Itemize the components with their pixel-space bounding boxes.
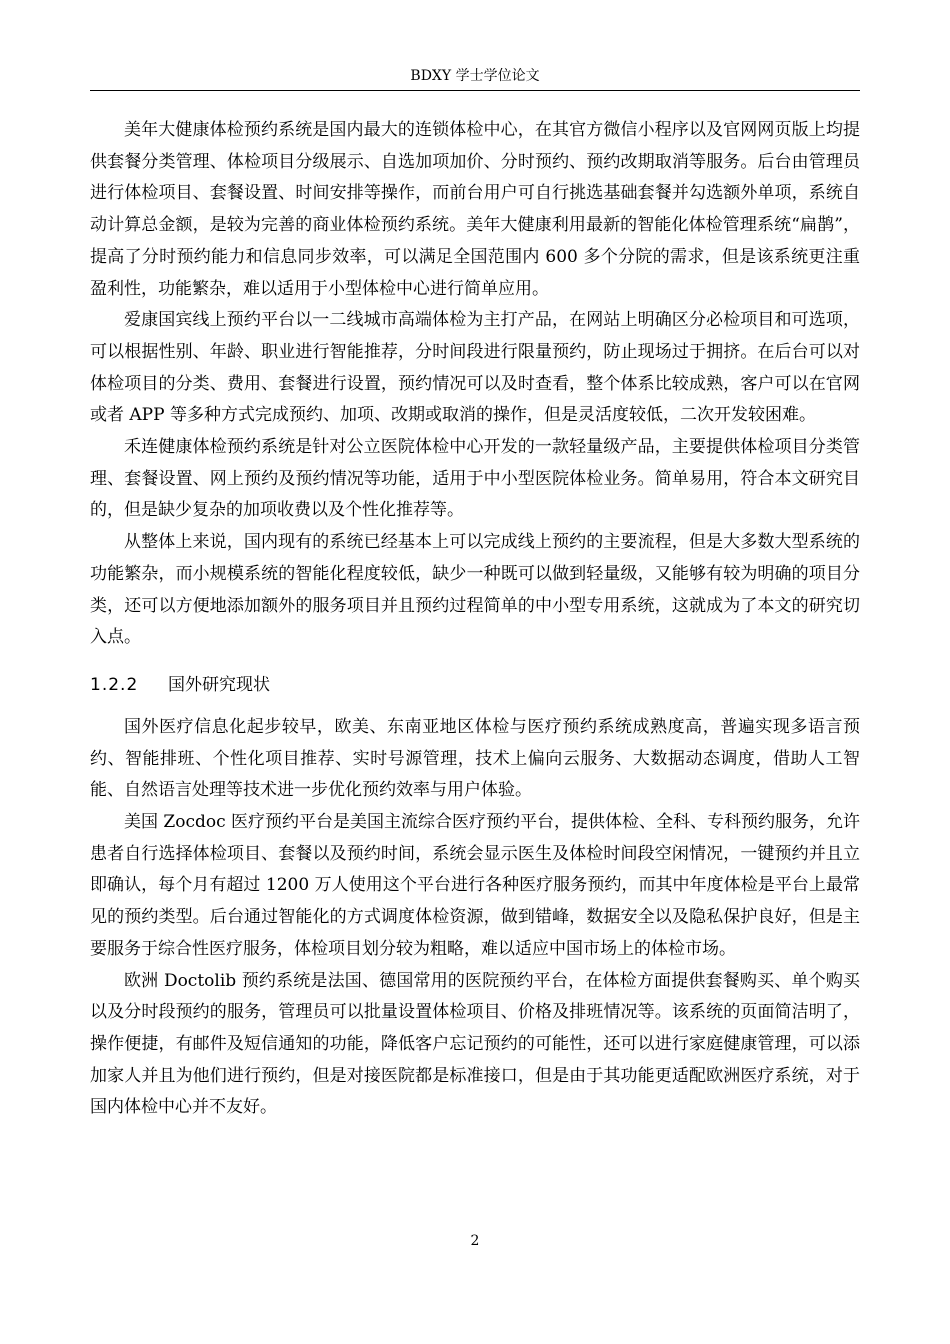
paragraph-doctolib: 欧洲 Doctolib 预约系统是法国、德国常用的医院预约平台，在体检方面提供套餐购买、单个购买以及分时段预约的服务，管理员可以批量设置体检项目、价格及排班情况等。该系统的页面简洁明了，操作便捷，有邮件及短信通知的功能，降低客户忘记预约的可能性，还可以进行家庭健康管理，可以添加家人并且为他们进行预约，但是对接医院都是标准接口，但是由于其功能更适配欧洲医疗系统，对于国内体检中心并不友好。 [90,970,860,1118]
section-number: 1.2.2 [90,674,139,695]
paragraph-zocdoc: 美国 Zocdoc 医疗预约平台是美国主流综合医疗预约平台，提供体检、全科、专科预约服务，允许患者自行选择体检项目、套餐以及预约时间，系统会显示医生及体检时间段空闲情况，一键预约并且立即确认，每个月有超过 1200 万人使用这个平台进行各种医疗服务预约，而其中年度体检是平台上最常见的预约类型。后台通过智能化的方式调度体检资源，做到错峰，数据安全以及隐私保护良好，但是主要服务于综合性医疗服务，体检项目划分较为粗略，难以适应中国市场上的体检市场。 [90,812,861,959]
paragraph-domestic-summary: 从整体上来说，国内现有的系统已经基本上可以完成线上预约的主要流程，但是大多数大型系统的功能繁杂，而小规模系统的智能化程度较低，缺少一种既可以做到轻量级，又能够有较为明确的项目分类，还可以方便地添加额外的服务项目并且预约过程简单的中小型专用系统，这就成为了本文的研究切入点。 [90,532,860,648]
page-number: 2 [470,1233,480,1249]
section-title: 国外研究现状 [168,674,270,695]
paragraph-foreign-overview: 国外医疗信息化起步较早，欧美、东南亚地区体检与医疗预约系统成熟度高，普遍实现多语言预约、智能排班、个性化项目推荐、实时号源管理，技术上偏向云服务、大数据动态调度，借助人工智能、自然语言处理等技术进一步优化预约效率与用户体验。 [90,716,860,801]
paragraph-meinian: 美年大健康体检预约系统是国内最大的连锁体检中心，在其官方微信小程序以及官网网页版上均提供套餐分类管理、体检项目分级展示、自选加项加价、分时预约、预约改期取消等服务。后台由管理员进行体检项目、套餐设置、时间安排等操作，而前台用户可自行挑选基础套餐并勾选额外单项，系统自动计算总金额，是较为完善的商业体检预约系统。美年大健康利用最新的智能化体检管理系统“扁鹊”，提高了分时预约能力和信息同步效率，可以满足全国范围内 600 多个分院的需求，但是该系统更注重盈利性，功能繁杂，难以适用于小型体检中心进行简单应用。 [90,120,860,299]
running-header: BDXY 学士学位论文 [410,68,540,84]
header-rule [90,90,860,91]
paragraph-helian: 禾连健康体检预约系统是针对公立医院体检中心开发的一款轻量级产品，主要提供体检项目分类管理、套餐设置、网上预约及预约情况等功能，适用于中小型医院体检业务。简单易用，符合本文研究目的，但是缺少复杂的加项收费以及个性化推荐等。 [90,437,860,521]
page-body [90,115,860,1124]
paragraph-aikang: 爱康国宾线上预约平台以一二线城市高端体检为主打产品，在网站上明确区分必检项目和可选项，可以根据性别、年龄、职业进行智能推荐，分时间段进行限量预约，防止现场过于拥挤。在后台可以对体检项目的分类、费用、套餐进行设置，预约情况可以及时查看，整个体系比较成熟，客户可以在官网或者 APP 等多种方式完成预约、加项、改期或取消的操作，但是灵活度较低，二次开发较困难。 [90,310,860,426]
section-heading [90,672,860,698]
